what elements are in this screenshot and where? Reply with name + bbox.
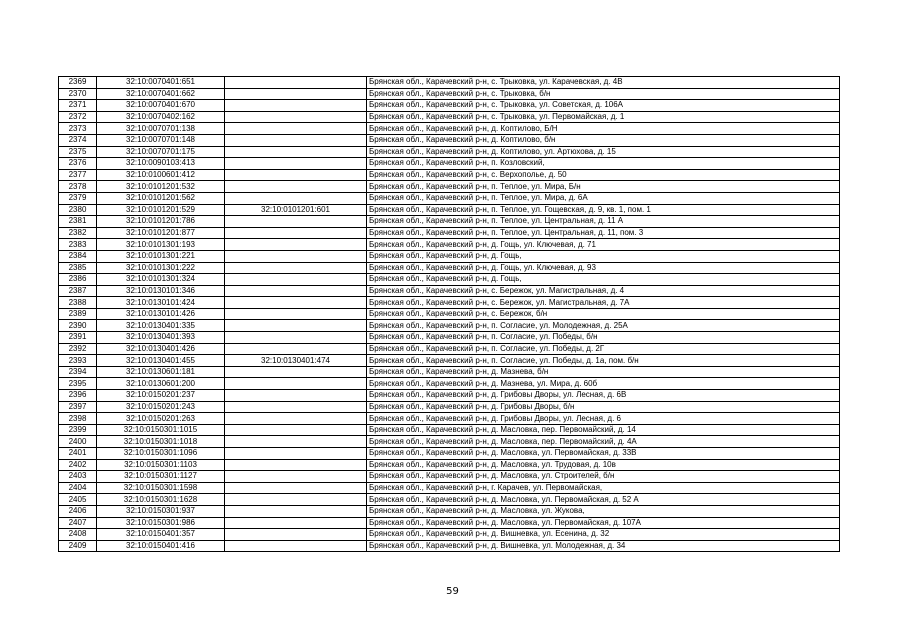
cadastral-number-cell: 32:10:0101201:562 (97, 192, 225, 204)
cadastral-number-cell: 32:10:0130601:181 (97, 366, 225, 378)
address-cell: Брянская обл., Карачевский р-н, п. Теплое, ул. Гощевская, д. 9, кв. 1, пом. 1 (367, 204, 840, 216)
address-cell: Брянская обл., Карачевский р-н, с. Трыковка, ул. Карачевская, д. 4В (367, 77, 840, 89)
cadastral-number-cell: 32:10:0070701:175 (97, 146, 225, 158)
address-cell: Брянская обл., Карачевский р-н, д. Коптилово, б/н (367, 134, 840, 146)
address-cell: Брянская обл., Карачевский р-н, п. Козловский, (367, 158, 840, 170)
related-cadastral-number-cell (225, 227, 367, 239)
address-cell: Брянская обл., Карачевский р-н, д. Грибовы Дворы, ул. Лесная, д. 6В (367, 390, 840, 402)
table-row (59, 158, 840, 170)
related-cadastral-number-cell (225, 158, 367, 170)
table-row (59, 204, 840, 216)
row-number-cell: 2373 (59, 123, 97, 135)
row-number-cell: 2403 (59, 471, 97, 483)
related-cadastral-number-cell (225, 343, 367, 355)
row-number-cell: 2388 (59, 297, 97, 309)
row-number-cell: 2394 (59, 366, 97, 378)
related-cadastral-number-cell (225, 366, 367, 378)
cadastral-number-cell: 32:10:0090103:413 (97, 158, 225, 170)
related-cadastral-number-cell (225, 297, 367, 309)
table-row (59, 529, 840, 541)
related-cadastral-number-cell (225, 134, 367, 146)
table-row (59, 401, 840, 413)
cadastral-number-cell: 32:10:0130401:335 (97, 320, 225, 332)
cadastral-number-cell: 32:10:0101201:877 (97, 227, 225, 239)
row-number-cell: 2409 (59, 540, 97, 552)
row-number-cell: 2380 (59, 204, 97, 216)
related-cadastral-number-cell (225, 413, 367, 425)
table-row (59, 123, 840, 135)
related-cadastral-number-cell (225, 494, 367, 506)
table-row (59, 77, 840, 89)
address-cell: Брянская обл., Карачевский р-н, д. Мазнева, ул. Мира, д. 60б (367, 378, 840, 390)
related-cadastral-number-cell: 32:10:0130401:474 (225, 355, 367, 367)
row-number-cell: 2369 (59, 77, 97, 89)
table-row (59, 216, 840, 228)
cadastral-number-cell: 32:10:0150401:357 (97, 529, 225, 541)
cadastral-number-cell: 32:10:0070701:148 (97, 134, 225, 146)
row-number-cell: 2392 (59, 343, 97, 355)
row-number-cell: 2387 (59, 285, 97, 297)
row-number-cell: 2404 (59, 482, 97, 494)
address-cell: Брянская обл., Карачевский р-н, п. Теплое, ул. Мира, д. 6А (367, 192, 840, 204)
table-row (59, 88, 840, 100)
table-row (59, 343, 840, 355)
address-cell: Брянская обл., Карачевский р-н, д. Мазнева, б/н (367, 366, 840, 378)
related-cadastral-number-cell (225, 459, 367, 471)
table-row (59, 239, 840, 251)
cadastral-number-cell: 32:10:0150301:1598 (97, 482, 225, 494)
row-number-cell: 2384 (59, 250, 97, 262)
address-cell: Брянская обл., Карачевский р-н, д. Грибовы Дворы, ул. Лесная, д. 6 (367, 413, 840, 425)
related-cadastral-number-cell (225, 100, 367, 112)
related-cadastral-number-cell (225, 332, 367, 344)
cadastral-number-cell: 32:10:0150301:1015 (97, 424, 225, 436)
row-number-cell: 2372 (59, 111, 97, 123)
cadastral-number-cell: 32:10:0070401:670 (97, 100, 225, 112)
related-cadastral-number-cell (225, 111, 367, 123)
table-row (59, 285, 840, 297)
cadastral-number-cell: 32:10:0130401:426 (97, 343, 225, 355)
related-cadastral-number-cell (225, 77, 367, 89)
row-number-cell: 2386 (59, 274, 97, 286)
related-cadastral-number-cell (225, 250, 367, 262)
cadastral-number-cell: 32:10:0150301:1628 (97, 494, 225, 506)
related-cadastral-number-cell (225, 285, 367, 297)
address-cell: Брянская обл., Карачевский р-н, с. Трыковка, б/н (367, 88, 840, 100)
cadastral-number-cell: 32:10:0150401:416 (97, 540, 225, 552)
row-number-cell: 2385 (59, 262, 97, 274)
address-cell: Брянская обл., Карачевский р-н, п. Теплое, ул. Центральная, д. 11 А (367, 216, 840, 228)
cadastral-number-cell: 32:10:0150201:237 (97, 390, 225, 402)
row-number-cell: 2377 (59, 169, 97, 181)
register-table-body (59, 77, 840, 552)
table-row (59, 540, 840, 552)
row-number-cell: 2406 (59, 505, 97, 517)
row-number-cell: 2402 (59, 459, 97, 471)
table-row (59, 505, 840, 517)
row-number-cell: 2408 (59, 529, 97, 541)
address-cell: Брянская обл., Карачевский р-н, д. Коптилово, Б/Н (367, 123, 840, 135)
row-number-cell: 2393 (59, 355, 97, 367)
related-cadastral-number-cell (225, 482, 367, 494)
cadastral-number-cell: 32:10:0070701:138 (97, 123, 225, 135)
cadastral-number-cell: 32:10:0130401:393 (97, 332, 225, 344)
table-row (59, 459, 840, 471)
related-cadastral-number-cell (225, 529, 367, 541)
table-row (59, 436, 840, 448)
table-row (59, 390, 840, 402)
related-cadastral-number-cell (225, 239, 367, 251)
table-row (59, 471, 840, 483)
table-row (59, 227, 840, 239)
row-number-cell: 2371 (59, 100, 97, 112)
related-cadastral-number-cell (225, 540, 367, 552)
table-row (59, 320, 840, 332)
row-number-cell: 2375 (59, 146, 97, 158)
related-cadastral-number-cell (225, 123, 367, 135)
cadastral-number-cell: 32:10:0101301:324 (97, 274, 225, 286)
cadastral-number-cell: 32:10:0150301:986 (97, 517, 225, 529)
address-cell: Брянская обл., Карачевский р-н, д. Масловка, ул. Трудовая, д. 10в (367, 459, 840, 471)
row-number-cell: 2381 (59, 216, 97, 228)
cadastral-number-cell: 32:10:0150301:1018 (97, 436, 225, 448)
cadastral-number-cell: 32:10:0150301:937 (97, 505, 225, 517)
row-number-cell: 2407 (59, 517, 97, 529)
address-cell: Брянская обл., Карачевский р-н, п. Согласие, ул. Молодежная, д. 25А (367, 320, 840, 332)
address-cell: Брянская обл., Карачевский р-н, с. Трыковка, ул. Советская, д. 106А (367, 100, 840, 112)
row-number-cell: 2370 (59, 88, 97, 100)
related-cadastral-number-cell (225, 390, 367, 402)
address-cell: Брянская обл., Карачевский р-н, п. Согласие, ул. Победы, д. 2Г (367, 343, 840, 355)
cadastral-number-cell: 32:10:0130101:426 (97, 308, 225, 320)
row-number-cell: 2383 (59, 239, 97, 251)
address-cell: Брянская обл., Карачевский р-н, д. Гощь, (367, 250, 840, 262)
table-row (59, 134, 840, 146)
cadastral-number-cell: 32:10:0130101:424 (97, 297, 225, 309)
related-cadastral-number-cell (225, 88, 367, 100)
row-number-cell: 2382 (59, 227, 97, 239)
address-cell: Брянская обл., Карачевский р-н, д. Масловка, пер. Первомайский, д. 4А (367, 436, 840, 448)
related-cadastral-number-cell (225, 471, 367, 483)
related-cadastral-number-cell (225, 181, 367, 193)
row-number-cell: 2399 (59, 424, 97, 436)
table-row (59, 366, 840, 378)
address-cell: Брянская обл., Карачевский р-н, д. Коптилово, ул. Артюхова, д. 15 (367, 146, 840, 158)
row-number-cell: 2397 (59, 401, 97, 413)
address-cell: Брянская обл., Карачевский р-н, д. Вишневка, ул. Есенина, д. 32 (367, 529, 840, 541)
cadastral-number-cell: 32:10:0070401:651 (97, 77, 225, 89)
address-cell: Брянская обл., Карачевский р-н, д. Масловка, ул. Первомайская, д. 33В (367, 448, 840, 460)
cadastral-number-cell: 32:10:0101301:221 (97, 250, 225, 262)
table-row (59, 517, 840, 529)
address-cell: Брянская обл., Карачевский р-н, д. Масловка, ул. Первомайская, д. 107А (367, 517, 840, 529)
cadastral-number-cell: 32:10:0070401:662 (97, 88, 225, 100)
register-table (58, 76, 840, 552)
table-row (59, 274, 840, 286)
row-number-cell: 2390 (59, 320, 97, 332)
cadastral-number-cell: 32:10:0150201:243 (97, 401, 225, 413)
row-number-cell: 2395 (59, 378, 97, 390)
cadastral-number-cell: 32:10:0130101:346 (97, 285, 225, 297)
related-cadastral-number-cell (225, 424, 367, 436)
table-row (59, 378, 840, 390)
related-cadastral-number-cell (225, 436, 367, 448)
table-row (59, 169, 840, 181)
address-cell: Брянская обл., Карачевский р-н, с. Верхополье, д. 50 (367, 169, 840, 181)
address-cell: Брянская обл., Карачевский р-н, д. Гощь, (367, 274, 840, 286)
related-cadastral-number-cell (225, 320, 367, 332)
related-cadastral-number-cell (225, 146, 367, 158)
cadastral-number-cell: 32:10:0101201:529 (97, 204, 225, 216)
row-number-cell: 2396 (59, 390, 97, 402)
cadastral-number-cell: 32:10:0070402:162 (97, 111, 225, 123)
cadastral-number-cell: 32:10:0150301:1103 (97, 459, 225, 471)
cadastral-number-cell: 32:10:0150201:263 (97, 413, 225, 425)
table-row (59, 413, 840, 425)
table-row (59, 332, 840, 344)
row-number-cell: 2391 (59, 332, 97, 344)
address-cell: Брянская обл., Карачевский р-н, г. Карачев, ул. Первомайская, (367, 482, 840, 494)
related-cadastral-number-cell (225, 274, 367, 286)
address-cell: Брянская обл., Карачевский р-н, д. Масловка, пер. Первомайский, д. 14 (367, 424, 840, 436)
address-cell: Брянская обл., Карачевский р-н, п. Согласие, ул. Победы, б/н (367, 332, 840, 344)
address-cell: Брянская обл., Карачевский р-н, с. Бережок, ул. Магистральная, д. 4 (367, 285, 840, 297)
table-row (59, 482, 840, 494)
address-cell: Брянская обл., Карачевский р-н, п. Теплое, ул. Центральная, д. 11, пом. 3 (367, 227, 840, 239)
row-number-cell: 2398 (59, 413, 97, 425)
row-number-cell: 2374 (59, 134, 97, 146)
address-cell: Брянская обл., Карачевский р-н, д. Масловка, ул. Первомайская, д. 52 А (367, 494, 840, 506)
row-number-cell: 2405 (59, 494, 97, 506)
cadastral-number-cell: 32:10:0100601:412 (97, 169, 225, 181)
table-row (59, 192, 840, 204)
row-number-cell: 2401 (59, 448, 97, 460)
row-number-cell: 2376 (59, 158, 97, 170)
address-cell: Брянская обл., Карачевский р-н, д. Грибовы Дворы, б/н (367, 401, 840, 413)
related-cadastral-number-cell (225, 378, 367, 390)
related-cadastral-number-cell (225, 448, 367, 460)
address-cell: Брянская обл., Карачевский р-н, д. Гощь, ул. Ключевая, д. 93 (367, 262, 840, 274)
address-cell: Брянская обл., Карачевский р-н, п. Согласие, ул. Победы, д. 1а, пом. б/н (367, 355, 840, 367)
table-row (59, 494, 840, 506)
table-row (59, 250, 840, 262)
address-cell: Брянская обл., Карачевский р-н, д. Масловка, ул. Жукова, (367, 505, 840, 517)
related-cadastral-number-cell: 32:10:0101201:601 (225, 204, 367, 216)
address-cell: Брянская обл., Карачевский р-н, с. Бережок, ул. Магистральная, д. 7А (367, 297, 840, 309)
page-number: 59 (446, 586, 459, 597)
table-row (59, 100, 840, 112)
row-number-cell: 2378 (59, 181, 97, 193)
related-cadastral-number-cell (225, 401, 367, 413)
related-cadastral-number-cell (225, 262, 367, 274)
cadastral-number-cell: 32:10:0101201:532 (97, 181, 225, 193)
related-cadastral-number-cell (225, 517, 367, 529)
address-cell: Брянская обл., Карачевский р-н, д. Вишневка, ул. Молодежная, д. 34 (367, 540, 840, 552)
table-row (59, 424, 840, 436)
related-cadastral-number-cell (225, 505, 367, 517)
address-cell: Брянская обл., Карачевский р-н, д. Масловка, ул. Строителей, б/н (367, 471, 840, 483)
table-row (59, 146, 840, 158)
cadastral-number-cell: 32:10:0150301:1096 (97, 448, 225, 460)
related-cadastral-number-cell (225, 216, 367, 228)
table-row (59, 448, 840, 460)
related-cadastral-number-cell (225, 192, 367, 204)
cadastral-number-cell: 32:10:0150301:1127 (97, 471, 225, 483)
table-row (59, 111, 840, 123)
table-row (59, 181, 840, 193)
row-number-cell: 2379 (59, 192, 97, 204)
table-row (59, 262, 840, 274)
related-cadastral-number-cell (225, 308, 367, 320)
row-number-cell: 2400 (59, 436, 97, 448)
table-row (59, 355, 840, 367)
cadastral-number-cell: 32:10:0101301:222 (97, 262, 225, 274)
address-cell: Брянская обл., Карачевский р-н, п. Теплое, ул. Мира, Б/н (367, 181, 840, 193)
cadastral-number-cell: 32:10:0130401:455 (97, 355, 225, 367)
table-row (59, 308, 840, 320)
cadastral-number-cell: 32:10:0101201:786 (97, 216, 225, 228)
address-cell: Брянская обл., Карачевский р-н, д. Гощь, ул. Ключевая, д. 71 (367, 239, 840, 251)
row-number-cell: 2389 (59, 308, 97, 320)
address-cell: Брянская обл., Карачевский р-н, с. Бережок, б/н (367, 308, 840, 320)
cadastral-number-cell: 32:10:0101301:193 (97, 239, 225, 251)
related-cadastral-number-cell (225, 169, 367, 181)
table-row (59, 297, 840, 309)
address-cell: Брянская обл., Карачевский р-н, с. Трыковка, ул. Первомайская, д. 1 (367, 111, 840, 123)
cadastral-number-cell: 32:10:0130601:200 (97, 378, 225, 390)
